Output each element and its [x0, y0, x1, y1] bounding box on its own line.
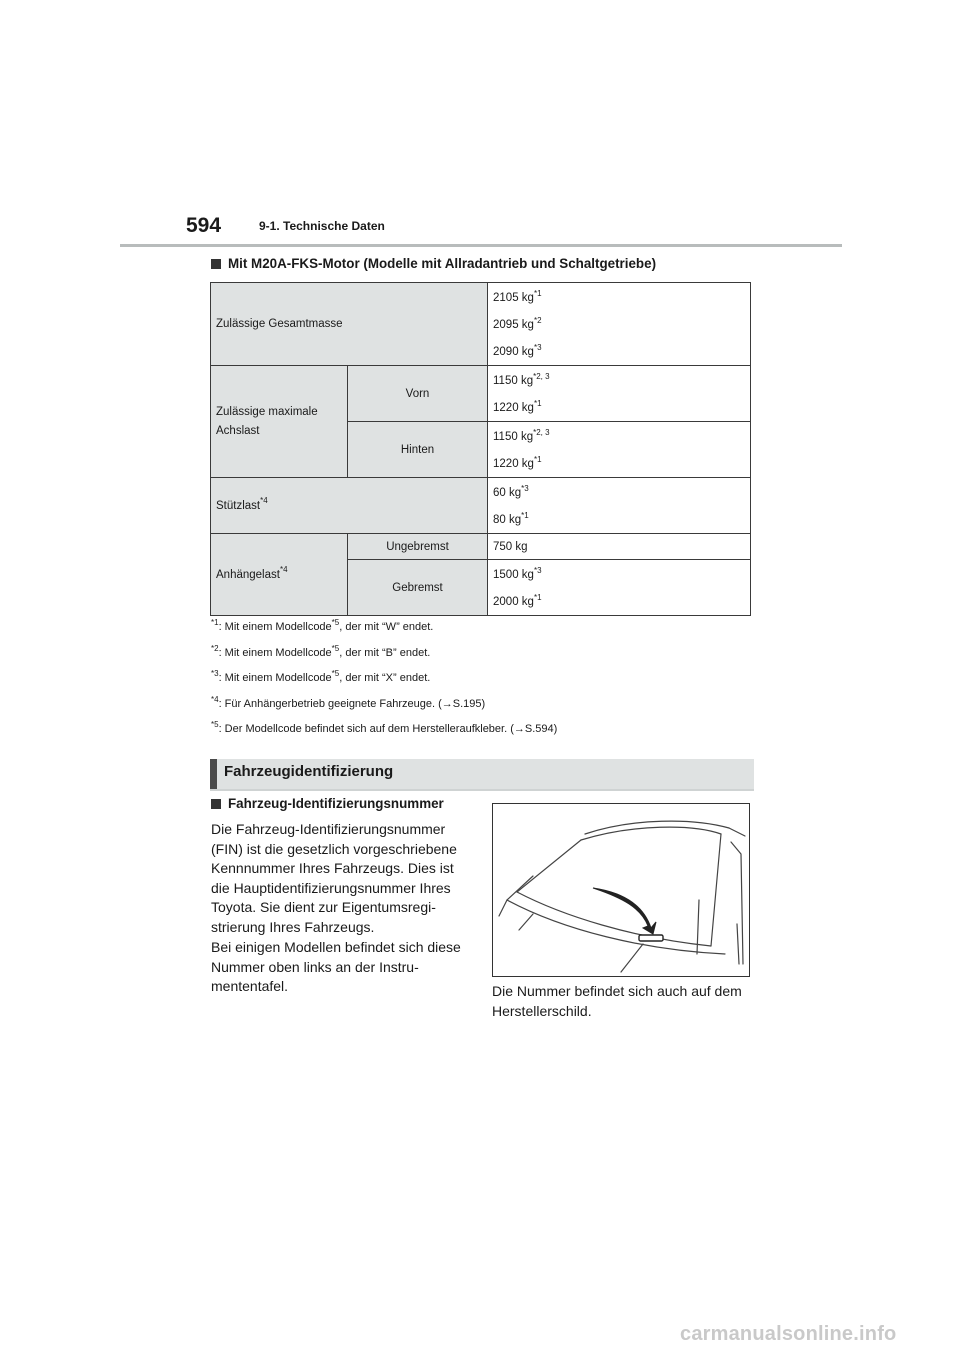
footnote-text: : Mit einem Modellcode	[218, 646, 332, 659]
footnote	[211, 671, 557, 697]
value-text: 1220 kg	[493, 458, 534, 470]
value-line	[493, 430, 745, 444]
value-cell	[488, 534, 751, 560]
value-cell	[488, 478, 751, 534]
footnote-ref: *2, 3	[533, 428, 550, 437]
footnote-ref: *2, 3	[533, 372, 550, 381]
value-cell	[488, 422, 751, 478]
stuetzlast-label: Stützlast	[216, 499, 261, 512]
value-text: 2095 kg	[493, 319, 534, 331]
footnote-text: : Für Anhängerbetrieb geeignete Fahrzeuge. (	[218, 697, 442, 710]
label-cell	[211, 283, 488, 366]
footnote-ref: *4	[279, 564, 288, 574]
label-cell	[211, 366, 348, 478]
footnote-ref: *1	[533, 399, 542, 408]
value-cell	[488, 366, 751, 422]
footnote-text: : Mit einem Modellcode	[218, 621, 332, 633]
table-heading-text: Mit M20A-FKS-Motor (Modelle mit Allradantrieb und Schaltgetriebe)	[228, 256, 657, 271]
footnote-ref: *1	[533, 593, 542, 602]
value-line	[493, 486, 745, 500]
a-pillar-right	[711, 834, 721, 946]
bullet-square-icon	[211, 259, 221, 269]
wiper-line	[697, 900, 699, 954]
section-banner-title: Fahrzeugidentifizierung	[224, 763, 394, 780]
value-text: 1150 kg	[493, 431, 534, 443]
footnote-text: , der mit “X” endet.	[339, 672, 431, 684]
footnote-mark: *4	[211, 694, 219, 704]
value-line	[493, 291, 745, 305]
value-text: 60 kg	[493, 487, 522, 499]
pointer-arrow-icon	[593, 888, 656, 934]
table-row	[211, 478, 751, 534]
label-cell	[211, 534, 348, 616]
hinten-label: Hinten	[400, 443, 435, 456]
value-line	[493, 345, 745, 359]
table-row	[211, 283, 751, 366]
page-ref-link[interactable]	[442, 698, 485, 710]
footnote-ref: *3	[521, 484, 529, 493]
footnote-ref: *1	[521, 511, 529, 520]
value-text: 80 kg	[493, 514, 522, 526]
value-text: 750 kg	[493, 540, 528, 553]
footnote-ref: *5	[331, 618, 340, 627]
achslast-label-line: Achslast	[216, 424, 260, 437]
table-heading	[211, 256, 656, 271]
footnote-text: : Der Modellcode befindet sich auf dem Herstelleraufkleber. (	[218, 723, 514, 735]
value-text: 1500 kg	[493, 569, 534, 581]
footnote-text: , der mit “B” endet.	[339, 646, 431, 659]
footnote-mark: *1	[211, 618, 219, 627]
windshield-bottom-edge	[517, 892, 711, 946]
a-pillar-left	[517, 840, 581, 892]
footnote	[211, 643, 557, 672]
fin-location-paragraph: Bei einigen Modellen befindet sich diese Nummer oben links an der Instru-mententafel.	[211, 939, 461, 994]
cowl-line	[519, 914, 533, 930]
section-title: 9-1. Technische Daten	[259, 219, 385, 233]
weight-specs-table	[210, 282, 751, 616]
ungebremst-label: Ungebremst	[386, 540, 449, 553]
section-banner	[210, 759, 754, 791]
arrow-right-icon: →	[513, 723, 525, 735]
value-line	[493, 374, 745, 388]
gebremst-label: Gebremst	[392, 581, 443, 594]
value-line	[493, 568, 745, 582]
value-text: 2000 kg	[493, 596, 534, 608]
value-text: 2105 kg	[493, 292, 534, 304]
windshield-drawing	[493, 804, 749, 976]
value-cell	[488, 560, 751, 616]
sublabel-cell	[348, 560, 488, 616]
fin-paragraph: Die Fahrzeug-Identifizierungsnummer (FIN) ist die gesetzlich vorgeschriebene Kennnummer Ihres Fahrzeugs. Dies ist die Hauptidentifizierungsnummer Ihres Toyota. Sie dient zur Eigentumsregi-strierung Ihres Fahrzeugs.	[211, 821, 457, 935]
footnote	[211, 722, 557, 748]
value-text: 2090 kg	[493, 346, 534, 358]
footnote-mark: *3	[211, 669, 219, 678]
side-body-line	[731, 842, 743, 964]
bullet-square-icon	[211, 799, 221, 809]
footnote	[211, 620, 557, 646]
roof-corner-line	[729, 828, 745, 836]
footnote-text: : Mit einem Modellcode	[218, 672, 332, 684]
footnote-text: , der mit “W” endet.	[339, 621, 434, 633]
hood-line	[507, 900, 725, 954]
fin-heading-text: Fahrzeug-Identifizierungsnummer	[228, 796, 444, 811]
banner-accent-bar	[210, 759, 217, 789]
sublabel-cell	[348, 366, 488, 422]
footnote	[211, 694, 557, 723]
footnote-mark: *5	[211, 720, 219, 729]
hood-crease-line	[621, 944, 643, 972]
footnote-ref: *1	[533, 289, 542, 298]
footnote-ref: *4	[260, 495, 268, 505]
label-cell	[211, 478, 488, 534]
value-line	[493, 513, 745, 527]
footnote-ref: *3	[533, 566, 542, 575]
footnote-ref: *3	[533, 343, 542, 352]
page-ref-link[interactable]	[514, 723, 557, 735]
gesamtmasse-label: Zulässige Gesamtmasse	[216, 318, 343, 330]
value-line	[493, 457, 745, 471]
footnote-text: S.594)	[524, 723, 558, 735]
achslast-label-line: Zulässige maximale	[216, 405, 318, 418]
value-line	[493, 318, 745, 332]
footnote-ref: *1	[533, 455, 542, 464]
table-row	[211, 366, 751, 422]
table-row	[211, 534, 751, 560]
footnote-text: S.195)	[452, 697, 486, 710]
windshield-vin-illustration	[492, 803, 750, 977]
footnote-mark: *2	[211, 643, 219, 653]
sublabel-cell	[348, 422, 488, 478]
watermark: carmanualsonline.info	[680, 1323, 897, 1345]
anhaengelast-label: Anhängelast	[216, 568, 280, 581]
illustration-caption: Die Nummer befindet sich auch auf dem Herstellerschild.	[492, 983, 742, 1019]
fin-heading	[211, 796, 444, 811]
vorn-label: Vorn	[405, 387, 430, 400]
value-line	[493, 401, 745, 415]
footnotes	[211, 620, 557, 748]
value-line	[493, 595, 745, 609]
footnote-ref: *5	[331, 669, 340, 678]
vin-plate	[639, 935, 663, 941]
fender-line	[737, 924, 739, 964]
sublabel-cell	[348, 534, 488, 560]
page-number: 594	[186, 214, 222, 237]
value-cell	[488, 283, 751, 366]
footnote-ref: *2	[533, 316, 542, 325]
header-divider	[120, 244, 842, 247]
value-text: 1220 kg	[493, 402, 534, 414]
footnote-ref: *5	[331, 643, 340, 653]
value-text: 1150 kg	[493, 375, 534, 387]
arrow-right-icon: →	[441, 697, 453, 710]
